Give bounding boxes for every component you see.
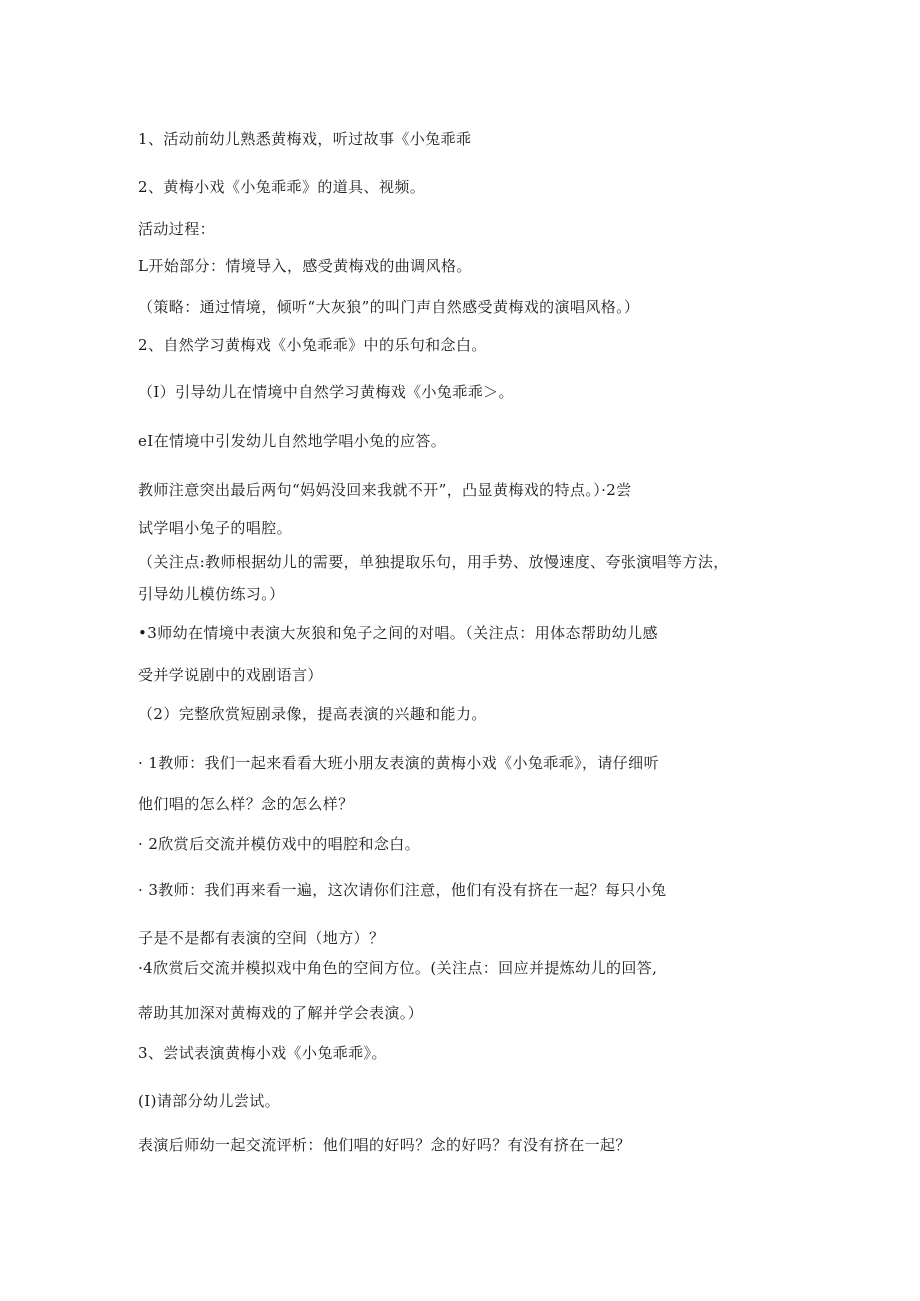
text-line: · 3教师：我们再来看一遍，这次请你们注意，他们有没有挤在一起？每只小兔 bbox=[138, 881, 667, 899]
text-line: eI在情境中引发幼儿自然地学唱小兔的应答。 bbox=[138, 432, 447, 450]
text-line: （关注点:教师根据幼儿的需要，单独提取乐句，用手势、放慢速度、夸张演唱等方法， bbox=[138, 553, 729, 571]
text-line: 蒂助其加深对黄梅戏的了解并学会表演。） bbox=[138, 1004, 424, 1022]
text-line: 活动过程： bbox=[138, 220, 216, 238]
text-line: 1、活动前幼儿熟悉黄梅戏，听过故事《小兔乖乖 bbox=[138, 130, 472, 148]
text-line: 他们唱的怎么样？念的怎么样？ bbox=[138, 795, 354, 813]
text-line: （策略：通过情境，倾听“大灰狼”的叫门声自然感受黄梅戏的演唱风格。） bbox=[138, 298, 640, 316]
text-line: L开始部分：情境导入，感受黄梅戏的曲调风格。 bbox=[138, 257, 472, 275]
text-line: · 2欣赏后交流并模仿戏中的唱腔和念白。 bbox=[138, 835, 421, 853]
text-line: 3、尝试表演黄梅小戏《小兔乖乖》。 bbox=[138, 1044, 387, 1062]
text-line: 2、自然学习黄梅戏《小兔乖乖》中的乐句和念白。 bbox=[138, 336, 487, 354]
text-line: 子是不是都有表演的空间（地方）？ bbox=[138, 929, 385, 947]
text-line: 引导幼儿模仿练习。） bbox=[138, 585, 285, 603]
text-line: ·4欣赏后交流并模拟戏中角色的空间方位。(关注点：回应并提炼幼儿的回答, bbox=[138, 959, 658, 977]
text-line: · 1教师：我们一起来看看大班小朋友表演的黄梅小戏《小兔乖乖》，请仔细听 bbox=[138, 754, 659, 772]
text-line: （2）完整欣赏短剧录像，提高表演的兴趣和能力。 bbox=[138, 705, 487, 723]
text-line: (I)请部分幼儿尝试。 bbox=[138, 1092, 281, 1110]
text-line: 试学唱小兔子的唱腔。 bbox=[138, 519, 293, 537]
text-line: 教师注意突出最后两句“妈妈没回来我就不开”，凸显黄梅戏的特点。）·2尝 bbox=[138, 481, 632, 499]
text-line: （I）引导幼儿在情境中自然学习黄梅戏《小兔乖乖＞。 bbox=[138, 383, 514, 401]
text-line: 受并学说剧中的戏剧语言） bbox=[138, 666, 323, 684]
text-line: 2、黄梅小戏《小兔乖乖》的道具、视频。 bbox=[138, 178, 426, 196]
text-line: 表演后师幼一起交流评析：他们唱的好吗？念的好吗？有没有挤在一起？ bbox=[138, 1136, 631, 1154]
text-line: •3师幼在情境中表演大灰狼和兔子之间的对唱。（关注点：用体态帮助幼儿感 bbox=[138, 624, 658, 642]
